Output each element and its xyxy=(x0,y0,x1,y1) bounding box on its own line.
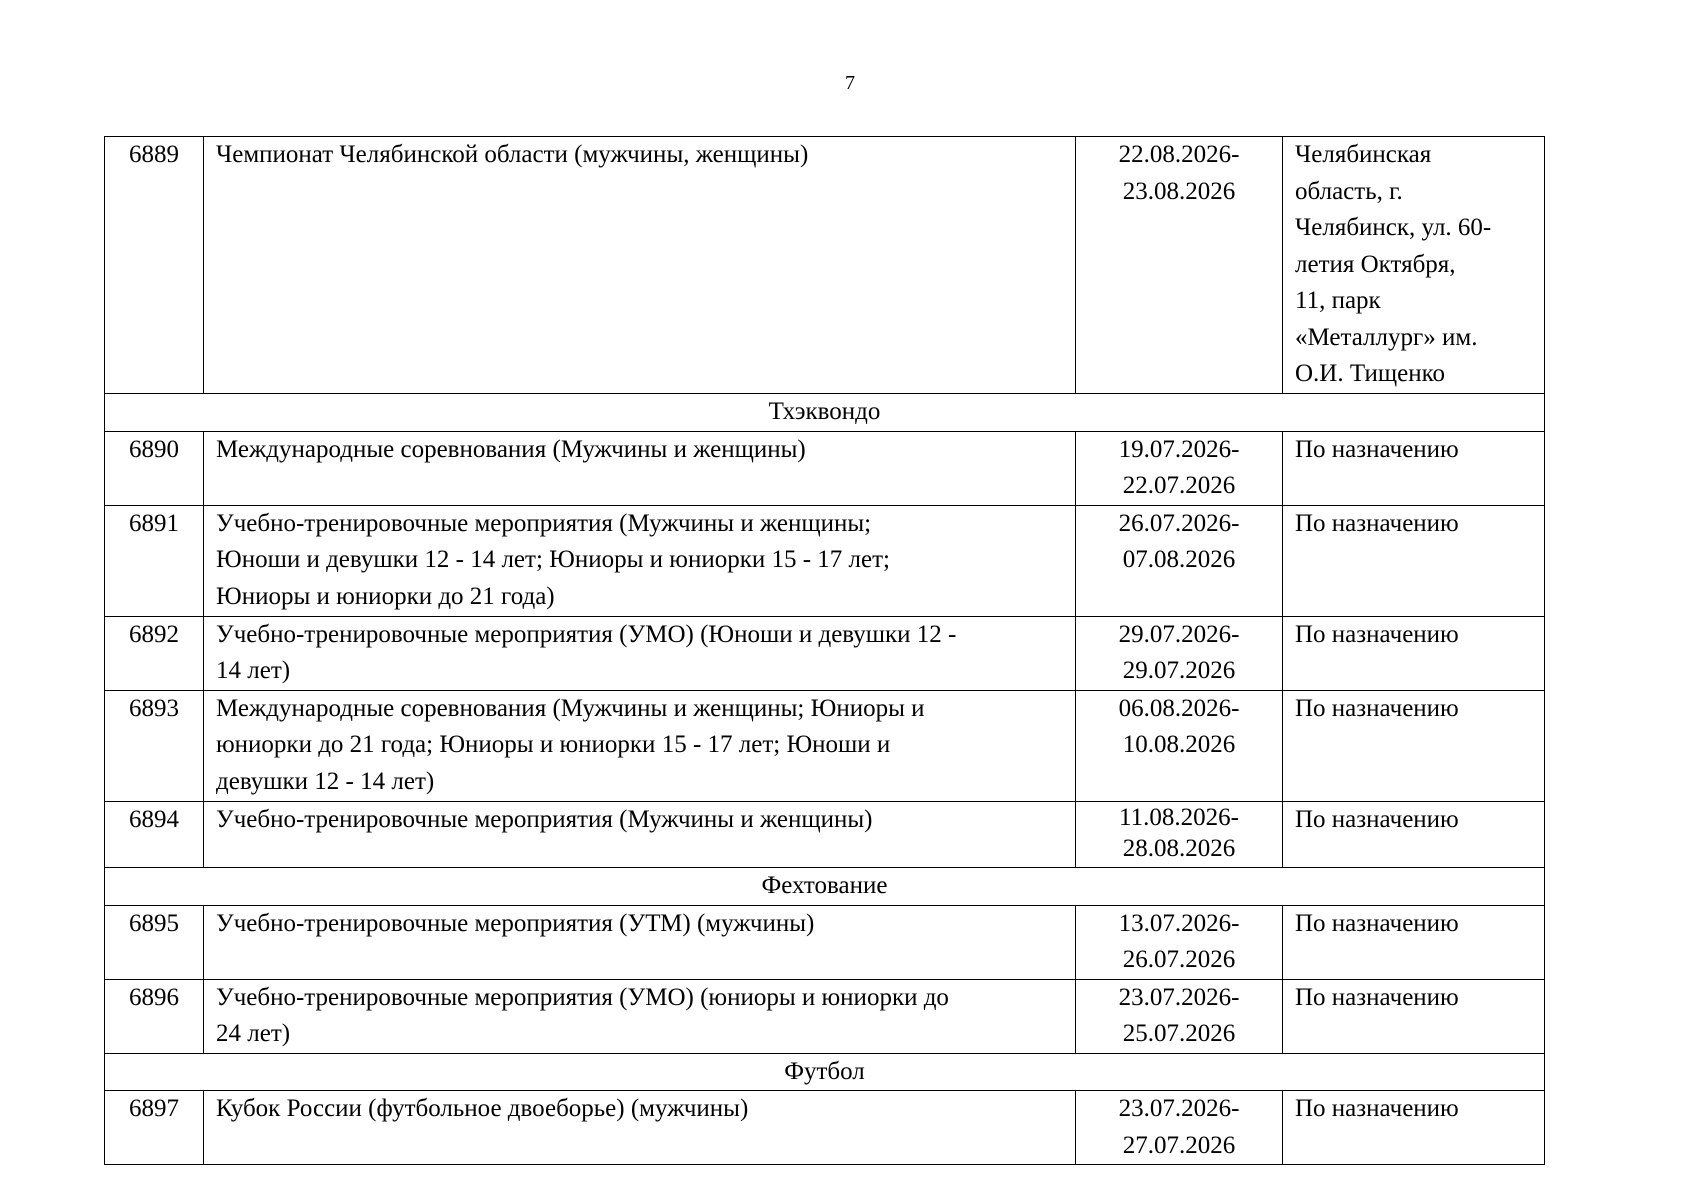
event-venue: По назначению xyxy=(1283,801,1545,867)
event-name: Учебно-тренировочные мероприятия (Мужчины и женщины; Юноши и девушки 12 - 14 лет; Юниоры и юниорки 15 - 17 лет; Юниоры и юниорки до 21 года) xyxy=(204,505,1076,616)
event-venue: По назначению xyxy=(1283,505,1545,616)
event-dates: 13.07.2026- 26.07.2026 xyxy=(1076,905,1283,979)
event-number: 6893 xyxy=(105,690,204,801)
table-row xyxy=(105,616,1545,690)
table-row xyxy=(105,979,1545,1053)
table-row xyxy=(105,505,1545,616)
event-number: 6889 xyxy=(105,137,204,394)
section-row xyxy=(105,1053,1545,1091)
table-row xyxy=(105,431,1545,505)
event-dates: 26.07.2026- 07.08.2026 xyxy=(1076,505,1283,616)
table-row xyxy=(105,801,1545,867)
event-number: 6897 xyxy=(105,1091,204,1165)
event-number: 6896 xyxy=(105,979,204,1053)
event-venue: По назначению xyxy=(1283,979,1545,1053)
section-title: Тхэквондо xyxy=(105,394,1545,432)
event-name: Кубок России (футбольное двоеборье) (мужчины) xyxy=(204,1091,1076,1165)
table-row xyxy=(105,137,1545,394)
event-venue: Челябинская область, г. Челябинск, ул. 60- летия Октября, 11, парк «Металлург» им. О.И. Тищенко xyxy=(1283,137,1545,394)
table-row xyxy=(105,1091,1545,1165)
event-name: Чемпионат Челябинской области (мужчины, женщины) xyxy=(204,137,1076,394)
event-number: 6895 xyxy=(105,905,204,979)
event-name: Учебно-тренировочные мероприятия (УТМ) (мужчины) xyxy=(204,905,1076,979)
event-number: 6892 xyxy=(105,616,204,690)
event-dates: 22.08.2026- 23.08.2026 xyxy=(1076,137,1283,394)
event-name: Международные соревнования (Мужчины и женщины; Юниоры и юниорки до 21 года; Юниоры и юниорки 15 - 17 лет; Юноши и девушки 12 - 14 лет) xyxy=(204,690,1076,801)
events-table xyxy=(104,136,1545,1165)
event-dates: 29.07.2026- 29.07.2026 xyxy=(1076,616,1283,690)
event-venue: По назначению xyxy=(1283,905,1545,979)
event-name: Международные соревнования (Мужчины и женщины) xyxy=(204,431,1076,505)
event-number: 6891 xyxy=(105,505,204,616)
event-venue: По назначению xyxy=(1283,1091,1545,1165)
event-dates: 19.07.2026- 22.07.2026 xyxy=(1076,431,1283,505)
event-dates: 11.08.2026- 28.08.2026 xyxy=(1076,801,1283,867)
event-name: Учебно-тренировочные мероприятия (УМО) (Юноши и девушки 12 - 14 лет) xyxy=(204,616,1076,690)
event-venue: По назначению xyxy=(1283,431,1545,505)
section-row xyxy=(105,867,1545,905)
event-dates: 06.08.2026- 10.08.2026 xyxy=(1076,690,1283,801)
event-number: 6894 xyxy=(105,801,204,867)
section-title: Футбол xyxy=(105,1053,1545,1091)
page-number: 7 xyxy=(845,72,855,94)
event-venue: По назначению xyxy=(1283,616,1545,690)
event-number: 6890 xyxy=(105,431,204,505)
event-name: Учебно-тренировочные мероприятия (Мужчины и женщины) xyxy=(204,801,1076,867)
table-row xyxy=(105,690,1545,801)
event-name: Учебно-тренировочные мероприятия (УМО) (юниоры и юниорки до 24 лет) xyxy=(204,979,1076,1053)
event-venue: По назначению xyxy=(1283,690,1545,801)
table-row xyxy=(105,905,1545,979)
event-dates: 23.07.2026- 25.07.2026 xyxy=(1076,979,1283,1053)
section-title: Фехтование xyxy=(105,867,1545,905)
event-dates: 23.07.2026- 27.07.2026 xyxy=(1076,1091,1283,1165)
section-row xyxy=(105,394,1545,432)
